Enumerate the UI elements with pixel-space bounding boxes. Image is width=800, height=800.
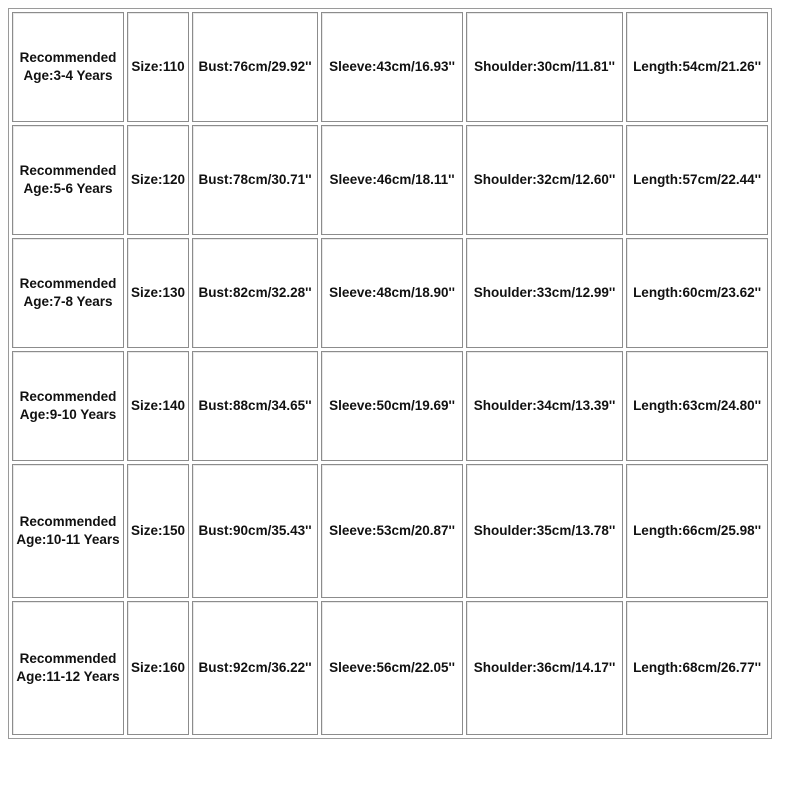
length-cell: Length:60cm/23.62''	[626, 238, 768, 348]
age-cell: Recommended Age:10-11 Years	[12, 464, 124, 598]
bust-cell: Bust:92cm/36.22''	[192, 601, 318, 735]
sleeve-cell: Sleeve:46cm/18.11''	[321, 125, 463, 235]
size-row	[12, 238, 768, 348]
bust-cell: Bust:82cm/32.28''	[192, 238, 318, 348]
size-cell: Size:160	[127, 601, 189, 735]
length-cell: Length:68cm/26.77''	[626, 601, 768, 735]
shoulder-cell: Shoulder:30cm/11.81''	[466, 12, 623, 122]
size-row	[12, 601, 768, 735]
age-cell: Recommended Age:9-10 Years	[12, 351, 124, 461]
bust-cell: Bust:90cm/35.43''	[192, 464, 318, 598]
sleeve-cell: Sleeve:50cm/19.69''	[321, 351, 463, 461]
size-row	[12, 125, 768, 235]
shoulder-cell: Shoulder:32cm/12.60''	[466, 125, 623, 235]
size-row	[12, 12, 768, 122]
size-cell: Size:140	[127, 351, 189, 461]
sleeve-cell: Sleeve:43cm/16.93''	[321, 12, 463, 122]
shoulder-cell: Shoulder:33cm/12.99''	[466, 238, 623, 348]
bust-cell: Bust:88cm/34.65''	[192, 351, 318, 461]
length-cell: Length:66cm/25.98''	[626, 464, 768, 598]
length-cell: Length:57cm/22.44''	[626, 125, 768, 235]
sleeve-cell: Sleeve:48cm/18.90''	[321, 238, 463, 348]
size-row	[12, 351, 768, 461]
size-cell: Size:150	[127, 464, 189, 598]
bust-cell: Bust:78cm/30.71''	[192, 125, 318, 235]
size-cell: Size:110	[127, 12, 189, 122]
size-cell: Size:130	[127, 238, 189, 348]
size-chart-body	[12, 12, 768, 735]
shoulder-cell: Shoulder:34cm/13.39''	[466, 351, 623, 461]
bust-cell: Bust:76cm/29.92''	[192, 12, 318, 122]
shoulder-cell: Shoulder:36cm/14.17''	[466, 601, 623, 735]
sleeve-cell: Sleeve:56cm/22.05''	[321, 601, 463, 735]
age-cell: Recommended Age:5-6 Years	[12, 125, 124, 235]
age-cell: Recommended Age:3-4 Years	[12, 12, 124, 122]
age-cell: Recommended Age:11-12 Years	[12, 601, 124, 735]
size-chart-table	[8, 8, 772, 739]
length-cell: Length:63cm/24.80''	[626, 351, 768, 461]
age-cell: Recommended Age:7-8 Years	[12, 238, 124, 348]
size-row	[12, 464, 768, 598]
size-cell: Size:120	[127, 125, 189, 235]
length-cell: Length:54cm/21.26''	[626, 12, 768, 122]
sleeve-cell: Sleeve:53cm/20.87''	[321, 464, 463, 598]
shoulder-cell: Shoulder:35cm/13.78''	[466, 464, 623, 598]
